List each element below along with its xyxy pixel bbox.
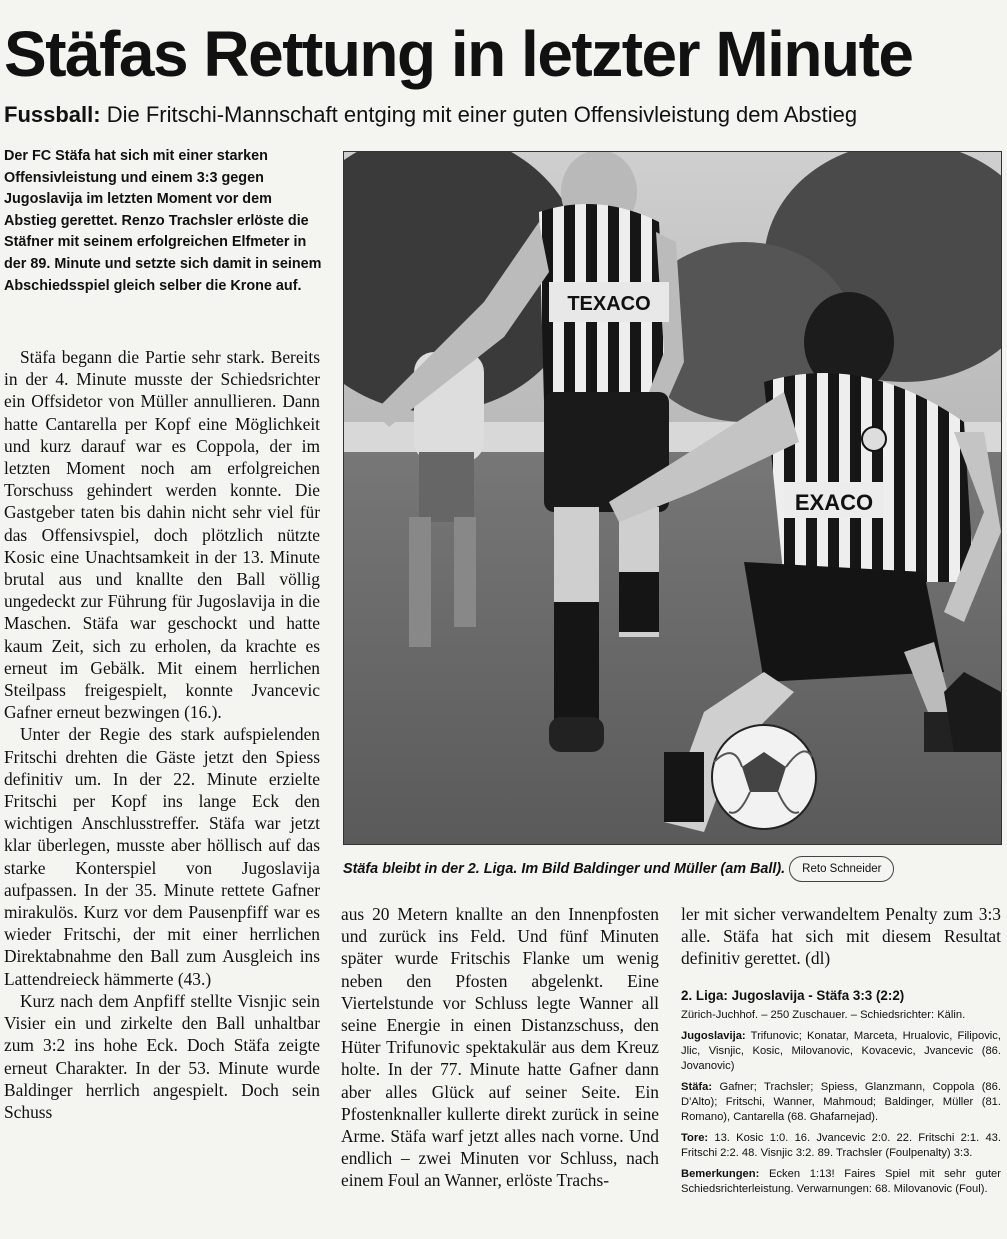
football <box>712 725 816 829</box>
article-column-1 <box>4 346 320 1123</box>
match-facts-box <box>681 986 1001 1203</box>
headline: Stäfas Rettung in letzter Minute <box>4 18 913 90</box>
remarks <box>681 1167 1001 1197</box>
shirt-sponsor-text: TEXACO <box>567 293 651 315</box>
remarks-label: Bemerkungen: <box>681 1168 760 1180</box>
match-venue: Zürich-Juchhof. – 250 Zuschauer. – Schiedsrichter: Kälin. <box>681 1009 966 1021</box>
goals <box>681 1131 1001 1161</box>
photo-credit: Reto Schneider <box>789 856 894 882</box>
article-column-3 <box>681 903 1001 970</box>
paragraph: Unter der Regie des stark aufspielenden Fritschi drehten die Gäste jetzt den Spiess definitiv um. In der 22. Minute erzielte Fritschi per Kopf ins lange Eck den wichtigen Anschlusstreffer. Stäfa war jetzt klar überlegen, musste aber höllisch auf das starke Konterspiel von Jugoslavija aufpassen. In der 35. Minute rettete Gafner mirakulös. Kurz vor dem Pausenpfiff war es wieder Fritschi, der mit einer herrlichen Direktabnahme den Ball zum Ausgleich ins Lattendreieck hämmerte (43.) <box>4 724 320 989</box>
article-column-2 <box>341 903 659 1192</box>
goals-label: Tore: <box>681 1132 709 1144</box>
lead-paragraph: Der FC Stäfa hat sich mit einer starken Offensivleistung und einem 3:3 gegen Jugoslavija im letzten Moment vor dem Abstieg gerettet. Renzo Trachsler erlöste die Stäfner mit seinem erfolgreichen Elfmeter in der 89. Minute und setzte sich damit in seinem Abschiedsspiel gleich selber die Krone auf. <box>4 148 322 294</box>
match-result-title: 2. Liga: Jugoslavija - Stäfa 3:3 (2:2) <box>681 988 905 1003</box>
remarks-text: Ecken 1:13! Faires Spiel mit sehr guter Schiedsrichterleistung. Verwarnungen: 68. Milovanovic (Foul). <box>681 1168 1002 1195</box>
paragraph: ler mit sicher verwandeltem Penalty zum 3:3 alle. Stäfa hat sich mit diesem Resultat definitiv gerettet. (dl) <box>681 904 1001 969</box>
shirt-sponsor-text: EXACO <box>794 490 874 515</box>
lineup-label: Stäfa: <box>681 1081 713 1093</box>
subhead-label: Fussball: <box>4 102 101 127</box>
paragraph: Stäfa begann die Partie sehr stark. Bereits in der 4. Minute musste der Schiedsrichter ein Offsidetor von Müller annullieren. Dann hatte Cantarella per Kopf eine Möglichkeit und kurz darauf war es Coppola, der im letzten Moment noch am erfolgreichen Torschuss gehindert werden konnte. Die Gastgeber taten bis dahin nicht sehr viel für das Offensivspiel, doch plötzlich nützte Kosic eine Unachtsamkeit in der 13. Minute brutal aus und knallte den Ball völlig ungedeckt zur Führung für Jugoslavija in die Maschen. Stäfa war geschockt und hatte kaum Zeit, sich zu erholen, da krachte es erneut im Gebälk. Mit einem herrlichen Steilpass freigespielt, konnte Jvancevic Gafner erneut bezwingen (16.). <box>4 347 320 723</box>
lineup-stafa <box>681 1080 1001 1125</box>
subhead <box>4 100 1004 130</box>
lineup-jugoslavija <box>681 1029 1001 1074</box>
lineup-players: Trifunovic; Konatar, Marceta, Hrualovic, Filipovic, Jlic, Visnjic, Kosic, Milovanovic, Kovacevic, Jvancevic (86. Jovanovic) <box>681 1030 1001 1072</box>
photo-caption <box>343 856 1003 882</box>
paragraph: aus 20 Metern knallte an den Innenpfosten und zurück ins Feld. Und fünf Minuten später wurde Fritschis Flanke um wenig neben den Pfosten abgelenkt. Eine Viertelstunde vor Schluss legte Wanner all seine Energie in einen Distanzschuss, den Hüter Trifunovic spektakulär aus dem Kreuz holte. In der 77. Minute hatte Gafner dann aber alles Glück auf seiner Seite. Ein Pfostenknaller kullerte direkt zurück in seine Arme. Stäfa warf jetzt alles nach vorne. Und endlich – zwei Minuten vor Schluss, nach einem Foul an Wanner, erlöste Trachs- <box>341 904 659 1191</box>
match-photo <box>343 151 1002 845</box>
subhead-text: Die Fritschi-Mannschaft entging mit einer guten Offensivleistung dem Abstieg <box>106 102 858 127</box>
paragraph: Kurz nach dem Anpfiff stellte Visnjic sein Visier ein und zirkelte den Ball unhaltbar zum 3:2 ins hohe Eck. Doch Stäfa zeigte erneut Charakter. In der 53. Minute wurde Baldinger herrlich angespielt. Doch sein Schuss <box>4 990 320 1122</box>
lineup-players: Gafner; Trachsler; Spiess, Glanzmann, Coppola (86. D'Alto); Fritschi, Wanner, Mahmoud; Baldinger, Müller (81. Romano), Cantarella (68. Ghafarnejad). <box>681 1081 1001 1123</box>
caption-text: Stäfa bleibt in der 2. Liga. Im Bild Baldinger und Müller (am Ball). <box>343 861 786 877</box>
goals-list: 13. Kosic 1:0. 16. Jvancevic 2:0. 22. Fritschi 2:1. 43. Fritschi 2:2. 48. Visnjic 3:2. 89. Trachsler (Foulpenalty) 3:3. <box>681 1132 1001 1159</box>
lineup-label: Jugoslavija: <box>681 1030 746 1042</box>
